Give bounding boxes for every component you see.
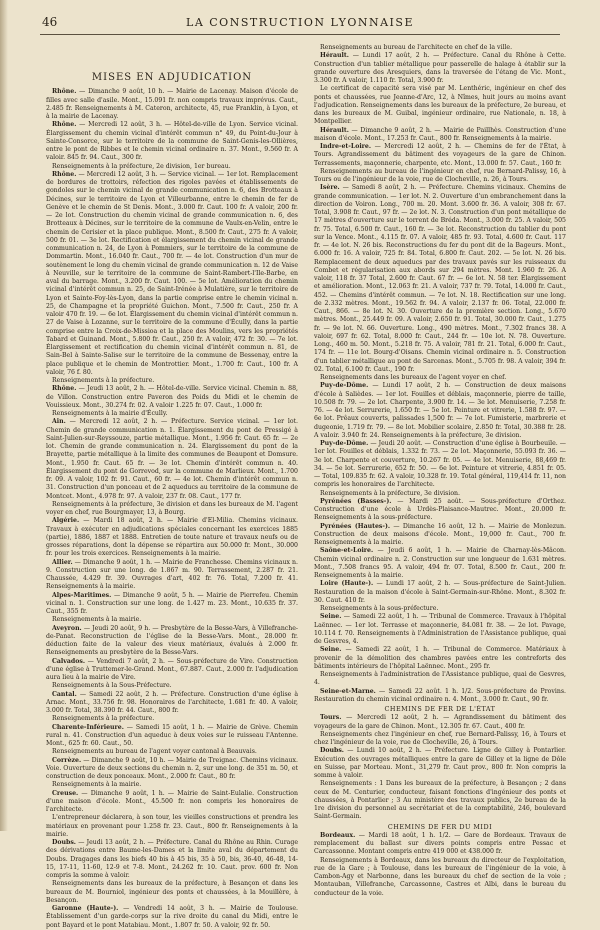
binding-edge-shadow: [0, 0, 8, 831]
entry-text: — Jeudi 6 août, 1 h. — Mairie de Charnay-lès-Mâcon. Chemin vicinal ordinaire n. 2. Construction sur une longueur de 1.631 mètres. Mont., 7.508 francs 95. A valoir, 494 fr. 07. Total, 8.500 fr. Caut., 200 fr. Renseignements à la mairie.: [314, 547, 567, 579]
adjudication-entry: [46, 501, 298, 518]
adjudication-entry: [46, 88, 298, 121]
entry-department: Aveyron.: [52, 624, 82, 632]
entry-text: Renseignements : 1 Dans les bureaux de la préfecture, à Besançon ; 2 dans ceux de M. Centurier, conducteur, faisant fonctions d'ingénieur des ponts et chaussées, à Pontarlier ; 3 Au ministère des travaux publics, 2e bureau de la 1re division du personnel au secrétariat et de la comptabilité, 246, boulevard Saint-Germain.: [314, 780, 566, 821]
adjudication-entry: [314, 127, 566, 144]
adjudication-entry: [46, 171, 298, 377]
entry-text: — Jeudi 20 août, 9 h. — Presbytère de la Besse-Vars, à Villefranche-de-Panat. Reconstruction de l'église de la Besse-Vars. Mont., 28.000 fr. déduction faite de la valeur des vieux matériaux, évalués à 2.000 fr. Renseignements au presbytère de la Besse-Vars.: [46, 624, 299, 657]
entry-department: Seine.: [320, 613, 342, 621]
adjudication-entry: [314, 85, 566, 126]
entry-text: — Lundi 17 août, 2 h. — Construction de deux maisons d'école à Salièdes. — 1er lot. Fouilles et déblais, maçonnerie, pierre de taille, 10.508 fr. 79. — 2e lot. Charpente, 3.900 fr. 14. — 3e lot. Menuiserie, 7.258 fr. 76. — 4e lot. Serrurerie, 1.650 fr. — 5e lot. Peinture et vitrerie, 1.588 fr. 97. — 6e lot. Prêaux couverts, palissades 1,500 fr. — 7e lot. Fumisterie, marbrerie et dugeonie, 1.719 fr. 79. — 8e lot. Mobilier scolaire, 2.850 fr. Total, 30.388 fr. 28. A valoir. 3.940 fr. 24. Renseignements à la préfecture, 3e division.: [314, 382, 567, 439]
entry-text: Renseignements au bureau de l'ingénieur en chef, rue Bernard-Palissy, 16, à Tours ou de l'ingénieur de la voie, rue de Clocheville, n. 26, à Tours.: [314, 167, 566, 183]
entry-department: Charente-Inférieure.: [52, 723, 124, 731]
adjudication-entry: [314, 44, 566, 52]
entry-department: Ain.: [52, 418, 66, 426]
entry-text: Renseignements à Bordeaux, dans les bureaux du directeur de l'exploitation, rue de la Gare ; à Toulouse, dans les bureaux de l'ingénieur de la voie, à Cambon-Agy et Narbonne, dans les bureaux du chef de section de la voie ; Montauban, Villefranche, Carcassonne, Castres et Albi, dans le bureau du conducteur de la voie.: [314, 856, 566, 897]
entry-text: — Samedi 15 août, 1 h. — Mairie de Grève. Chemin rural n. 41. Construction d'un aqueduc à deux voies sur le ruisseau l'Antenne. Mont., 625 fr. 60. Caut., 50.: [46, 723, 298, 747]
adjudication-entry: [314, 382, 566, 440]
adjudication-entry: [314, 440, 566, 490]
entry-text: — Mercredi 12 août, 3 h. — Service vicinal. — 1er lot. Remplacement de bordures de trottoirs, réfection des rigoles pavées et établissements de gondoles sur le chemin vicinal de grande communication n. 6, des Brotteaux à Décines, sur le territoire de Lyon et Villeurbanne, entre le chemin de fer de Genève et le chemin de St Denis. Mont., 3.000 fr. Caut. 100 fr. A valoir, 200 fr. — 2e lot. Construction du chemin vicinal de grande communication n. 6, des Brotteaux à Décines, sur le territoire de la commune de Vaulx-en-Velin, entre le chemin de Cerisier et la place publique. Mont., 8.500 fr. Caut., 275 fr. A valoir, 500 fr. 01. — 3e lot. Rectification et élargissement du chemin vicinal de grande communication n. 24, de Lyon à Pommiers, sur le territoire de la commune de Dommartin. Mont., 16.040 fr. Caut., 700 fr. — 4e lot. Construction d'un mur de soutènement le long du chemin vicinal de grande communication n. 12 de Vaise à Neuville, sur le territoire de la commune de Saint-Rambert-l'Ile-Barbe, en aval du barrage. Mont., 3.200 fr. Caut. 100. — 5e lot. Amélioration du chemin vicinal d'intérêt commun n. 25, de Saint-Irénée à Mulatière, sur le territoire de Lyon et Sainte-Foy-lès-Lyon, dans la partie comprise entre le chemin vicinal n. 25, de Champagne et la propriété Guichon. Mont., 7.500 fr. Caut., 250 fr. A valoir 470 fr. 19. — 6e lot. Élargissement du chemin vicinal d'intérêt commun n. 27 de Vaise à Lozanne, sur le territoire de la commune d'Écully, dans la partie comprise entre la Croix-de-Missioa et la place des Moulins, vers les propriétés Tabard et Guinand. Mont., 5.800 fr. Caut., 250 fr. A valoir, 472 fr. 30. — 7e lot. Élargissement et rectification du chemin vicinal d'intérêt commun n. 81, de Sain-Bel à Sainte-Salise sur le territoire de la commune de Bessenay, entre la place publique et le chemin de Montrottier. Mont., 1.700 fr. Caut., 100 fr. A valoir, 76 f. 80.: [46, 170, 299, 376]
entry-text: Renseignements au bureau de l'agent voyer cantonal à Beauvais.: [52, 748, 257, 756]
entry-department: Algérie.: [52, 517, 80, 525]
adjudication-entry: [46, 410, 298, 418]
right-column: [314, 44, 567, 897]
entry-text: Le certificat de capacité sera visé par M. Lenthéric, ingénieur en chef des ponts et chaussées, rue Jeanne-d'Arc, 12, à Nîmes, huit jours au moins avant l'adjudication. Renseignements dans les bureaux de la préfecture, 2e bureau, et dans les bureaux de M. Guibal, ingénieur ordinaire, rue Nationale, n. 18, à Montpellier.: [314, 85, 566, 126]
adjudication-entry: [314, 714, 566, 731]
entry-text: Renseignements à la Sous-Préfecture.: [52, 682, 172, 690]
entry-department: Puy-de-Dôme.: [320, 440, 369, 447]
entry-text: Renseignements à la mairie d'Écully.: [52, 410, 168, 417]
page-header: [40, 12, 560, 35]
entry-text: — Mercredi 12 août, 2 h. — Chemins de fer de l'État, à Tours. Agrandissement du bâtiment des voyageurs de la gare de Chinon. Terrassements, maçonnerie, charpente, etc. Mont., 13.000 fr. 57. Caut., 160 fr.: [314, 143, 566, 167]
entry-text: Renseignements à la préfecture.: [52, 715, 155, 723]
adjudication-entry: [314, 671, 566, 688]
entry-department: Loire (Haute-).: [320, 580, 374, 588]
entry-department: Doubs.: [52, 839, 76, 846]
entry-department: Garonne (Haute-).: [52, 905, 119, 912]
entry-text: — Dimanche 9 août, 1 h. — Mairie de Franchesse. Chemins vicinaux n. 9. Construction sur une long. de 1.867 m. 90. Terrassement, 2.287 fr. 21. Chaussée, 4.429 fr. 39. Ouvrages d'art, 402 fr. 76. Total, 7.200 fr. 41. Renseignements à la mairie.: [46, 558, 298, 591]
adjudication-entry: [314, 490, 566, 498]
adjudication-entry: [314, 857, 566, 898]
adjudication-entry: [46, 748, 298, 756]
adjudication-entry: [46, 790, 298, 815]
entry-text: — Samedi 8 août, 2 h. — Préfecture. Chemins vicinaux. Chemins de grande communication. — 1er lot. N. 2. Ouverture d'un embranchement dans la direction de Voiron. Long., 700 m. 20. Mont. 3.600 fr. 36. A valoir, 308 fr. 67. Total, 3.908 fr. Caut., 97 fr. — 2e lot. N. 3. Construction d'un pont métallique de 17 mètres d'ouverture sur le torrent de Bréda. Mont., 3.000 fr. 25. A valoir, 505 fr. 75. Total, 6.500 fr. Caut., 160 fr. — 3e lot. Reconstruction du tablier du pont sur la Vence. Mont., 4.115 fr. 07. A valoir, 485 fr. 93. Total, 4.600 fr. Caut. 117 fr. — 4e lot. N. 26 bis. Reconstructions du fer du pont dit de la Bageurs. Mont., 6.000 fr. 16. A valoir, 725 fr. 84. Total, 6.800 fr. Caut. 202. — 5e lot. N. 26 bis. Remplacement de deux aqueducs par des travaux pavés sur les ruisseaux du Combet et régularisation aux abords sur 294 mètres. Mont. 1.960 fr. 26. A valoir, 118 fr. 37 Total, 2.600 fr. Caut. 67 fr. — 6e lot. N. 58 ter. Élargissement et amélioration. Mont., 12.063 fr. 21. A valoir, 737 fr. 79. Total, 14.000 fr. Caut., 452. — Chemins d'intérêt commun. — 7e lot. N. 18. Rectification sur une long. de 2.332 mètres. Mont., 19.562 fr. 94. A valoir, 2.137 fr. 06. Total, 22.000 fr. Caut., 866. — 8e lot. N. 30. Ouverture de la première section. Long., 5.670 mètres. Mont., 25.449 fr. 09. A valoir, 2.650 fr. 91. Total, 30.000 fr. Caut., 1.275 fr. — 9e lot. N. 66. Ouverture. Long., 490 mètres. Mont., 7.302 francs 38. A valoir, 697 fr. 62. Total, 8.000 fr. Caut., 244 fr. — 10e lot. N. 78. Ouverture. Long., 460 m. 50. Mont., 5.218 fr. 75. A valoir, 781 fr. 21. Total, 6.000 fr. Caut., 174 fr. — 11e lot. Bourg-d'Oisans. Chemin vicinal ordinaire n. 5. Construction d'un tablier métallique au pont de Sarcenas. Mont., 5.705 fr. 98. A valoir, 394 fr. 02. Total, 6.100 fr. Caut., 190 fr.: [314, 184, 566, 373]
adjudication-entry: [314, 52, 566, 85]
adjudication-entry: [46, 880, 298, 905]
entry-department: Pyrénées (Basses-).: [320, 497, 392, 505]
adjudication-entry: [314, 747, 566, 780]
entry-text: — Dimanche 9 août, 5 h. — Mairie de Pierrefeu. Chemin vicinal n. 1. Construction sur une long. de 1.427 m. 23. Mont., 10.635 fr. 37. Caut., 355 fr.: [46, 591, 298, 615]
adjudication-entry: [46, 781, 298, 789]
adjudication-entry: [314, 688, 566, 705]
adjudication-entry: [46, 691, 298, 716]
entry-text: Renseignements dans les bureaux de l'agent voyer en chef.: [320, 374, 507, 381]
entry-text: Renseignements à la préfecture, 3e division.: [320, 489, 460, 497]
journal-title: LA CONSTRUCTION LYONNAISE: [186, 16, 414, 29]
entry-department: Isère.: [320, 184, 340, 192]
subsection-heading: CHEMINS DE FER DE L'ÉTAT: [384, 705, 496, 713]
adjudication-entry: [46, 682, 298, 690]
adjudication-entry: [46, 839, 298, 880]
entry-text: — Mercredi 12 août, 2 h. — Préfecture. Service vicinal. — 1er lot. Chemin de grande communication n. 1. Élargissement du pont de Pressigé à Saint-Julien-sur-Reyssouze, partie métallique. Mont., 1.956 fr. Caut. 65 fr. — 2e lot. Chemin de grande communication n. 24. Élargissement du pont de la Brayette, partie métallique à la limite des communes de Beaupont et Domsure. Mont., 1.950 fr. Caut. 65 fr. — 3e lot. Chemin d'intérêt commun n. 40. Élargissement du pont de Gorrevod, sur la commune de Marlieux. Mont., 1.700 fr. 09. A valoir, 102 fr. 91. Caut., 60 fr. — 4e lot. Chemin d'intérêt commun n. 31. Construction d'un ponceau et de 2 aqueducs au territoire de la commune de Montcet. Mont., 4.978 fr. 97. A valoir, 237 fr. 08. Caut., 177 fr.: [46, 418, 298, 500]
adjudication-entry: [46, 377, 298, 385]
adjudication-entry: [46, 418, 298, 501]
adjudication-entry: [314, 731, 566, 748]
entry-text: — Mercredi 12 août, 3 h. — Hôtel-de-ville de Lyon. Service vicinal. Élargissement du chemin vicinal d'intérêt commun n° 49, du Point-du-Jour à Sainte-Consorce, sur le territoire de la commune de Saint-Genis-les-Ollières, entre le pont de Ribbes et le chemin vicinal ordinaire n. 37. Mont., 9.560 fr. A valoir. 845 fr. 94. Caut., 300 fr.: [46, 121, 298, 162]
adjudication-entry: [46, 121, 298, 162]
entry-text: — Lundi 17 août, 2 h. — Préfecture. Canal du Rhône à Cette. Construction d'un tablier métallique pour passerelle de halage à établir sur la grande ouverture des Aresquiers, dans la traversée de l'étang de Vic. Mont., 3.300 fr. A valoir, 1.110 fr. Total, 3.900 fr.: [314, 52, 567, 84]
entry-department: Hérault.: [320, 52, 349, 60]
adjudication-entry: [314, 613, 566, 646]
entry-text: — Mercredi 12 août, 2 h. — Agrandissement du bâtiment des voyageurs de la gare de Chinon. Mont., 12.305 fr. 67. Caut., 400 fr.: [314, 714, 566, 730]
entry-text: Renseignements à la mairie.: [52, 781, 142, 789]
left-column: [46, 44, 299, 929]
adjudication-entry: [46, 559, 298, 592]
adjudication-entry: [46, 658, 298, 683]
entry-text: — Vendredi 7 août, 2 h. — Sous-préfecture de Vire. Construction d'une église à Truttemer-le-Grand. Mont., 67.887. Caut., 2.000 fr. l'adjudication aura lieu à la mairie de Vire.: [46, 657, 299, 681]
entry-department: Alpes-Maritimes.: [52, 591, 112, 599]
entry-text: — Jeudi 13 août, 2 h. — Préfecture. Canal du Rhône au Rhin. Curage des dérivations entre Baume-les-Dames et la limite aval du département du Doubs. Dragages dans les biefs 40 bis à 45 bis, 35 à 50, bis, 36-40, 46-48, 14-15, 17-11, 11-60, 12-9 et 7-8. Mont., 24.262 fr. 10. Caut. prov. 600 fr. Non compris la somme à valoir.: [46, 839, 298, 879]
entry-department: Indre-et-Loire.: [320, 143, 372, 150]
adjudication-entry: [46, 724, 298, 749]
entry-text: — Jeudi 20 août. — Construction d'une église à Bourbeuile. — 1er lot. Fouilles et déblais, 1.332 fr. 73. — 2e lot. Maçonnerie, 55.093 fr. 36. — 3e lot. Charpente et couverture, 10.267 fr. 05. — 4e lot. Menuiserie, 88,469 fr. 34. — 5e lot. Serrurerie, 652 fr. 50. — 6e lot. Peinture et vitrerie, 4.851 fr. 05. — Total, 109.835 fr. 62. A valoir, 10.328 fr. 19. Total général, 119,414 fr. 11, non compris les honoraires de l'architecte.: [314, 440, 566, 489]
entry-department: Bordeaux.: [320, 831, 356, 839]
adjudication-entry: [46, 163, 298, 171]
entry-department: Rhône.: [52, 170, 77, 178]
entry-text: L'entrepreneur déclarera, à son tour, les vieilles constructions et prendra les matériaux en provenant pour 1.258 fr. 23. Caut., 800 fr. Renseignements à la mairie.: [46, 814, 298, 838]
entry-text: — Mardi 25 août. — Sous-préfecture d'Orthez. Construction d'une école à Urdès-Plaisance-Mautrec. Mont., 20.000 fr. Renseignements à la sous-préfecture.: [314, 497, 566, 522]
subsection-heading: CHEMINS DE FER DU MIDI: [387, 822, 493, 831]
entry-text: — Dimanche 9 août, 10 h. — Mairie de Treignac. Chemins vicinaux. Voie. Ouverture de deux sections du chemin n. 2, sur une long. de 351 m. 50, et construction de deux ponceaux. Mont., 2.000 fr. Caut., 80 fr.: [46, 756, 298, 780]
adjudication-entry: [46, 592, 298, 617]
entry-department: Rhône.: [52, 385, 77, 393]
adjudication-entry: [46, 757, 298, 782]
adjudication-entry: [314, 547, 566, 580]
entry-text: — Lundi 10 août, 2 h. — Préfecture. Ligne de Gilley à Pontarlier. Exécution des ouvrages métalliques entre la gare de Gilley et la ligne de Dôle en Suisse, par Morteau. Mont., 31,279 fr. Caut prov., 800 fr. Non compris la somme à valoir.: [314, 747, 567, 779]
entry-department: Saône-et-Loire.: [320, 547, 374, 555]
adjudication-entry: [46, 715, 298, 723]
entry-department: Allier.: [52, 558, 73, 566]
entry-text: — Dimanche 16 août, 12 h. — Mairie de Monlezun. Construction de deux maisons d'école. Mont., 19,000 fr. Caut., 700 fr. Renseignements à la mairie.: [314, 522, 566, 546]
entry-department: Rhône.: [52, 121, 77, 129]
entry-text: Renseignements à l'administration de l'Assistance publique, quai de Gesvres, 4.: [314, 671, 566, 687]
entry-text: Renseignements à la préfecture, 3e division et dans les bureaux de M. l'agent voyer en chef, rue Bourgmayer, 13, à Bourg.: [46, 500, 298, 516]
entry-department: Seine.: [320, 646, 342, 654]
entry-text: Renseignements à la sous-préfecture.: [320, 605, 439, 612]
entry-text: — Dimanche 9 août, 2 h. — Mairie de Paillhès. Construction d'une maison d'école. Mont., 17.253 fr. Caut., 800 fr. Renseignements à la mairie.: [314, 126, 566, 142]
adjudication-entry: [46, 385, 298, 410]
entry-department: Pyrénées (Hautes-).: [320, 522, 391, 530]
entry-text: Renseignements au bureau de l'architecte en chef de la ville.: [320, 44, 513, 51]
adjudication-entry: [314, 605, 566, 613]
entry-text: — Dimanche 9 août, 1 h. — Mairie de Saint-Eulalie. Construction d'une maison d'école. Mont., 45.500 fr. non compris les honoraires de l'architecte.: [46, 789, 298, 813]
section-title: MISES EN ADJUDICATION: [91, 72, 253, 83]
entry-department: Puy-de-Dôme.: [320, 382, 369, 390]
adjudication-entry: [314, 832, 566, 857]
entry-text: — Samedi 22 août, 1 h. — Tribunal de Commerce. Matériaux à provenir de la démolition des chambres pavées entre les contreforts des bâtiments intérieurs de l'hôpital Laënnec. Mont., 295 fr.: [314, 646, 566, 670]
entry-department: Cantal.: [52, 690, 77, 698]
entry-department: Rhône.: [52, 88, 77, 96]
entry-text: — Lundi 17 août, 2 h. — Sous-préfecture de Saint-Julien. Restauration de la maison d'école à Saint-Germain-sur-Rhône. Mont., 8.302 fr. 30. Caut. 410 fr.: [314, 580, 567, 604]
adjudication-entry: [314, 498, 566, 523]
adjudication-entry: [46, 905, 298, 930]
entry-department: Calvados.: [52, 657, 85, 665]
entry-text: — Vendredi 14 août, 3 h. — Mairie de Toulouse. Établissement d'un garde-corps sur la rive droite du canal du Midi, entre le pont Bayard et le pont Matabiau. Mont., 1.807 fr. 50. A valoir, 92 fr. 50.: [46, 905, 299, 929]
entry-department: Seine-et-Marne.: [320, 687, 376, 695]
entry-text: Renseignements à la préfecture, 2e division, 1er bureau.: [52, 162, 231, 170]
entry-text: Renseignements à la mairie.: [52, 616, 142, 624]
adjudication-entry: [46, 814, 298, 839]
adjudication-entry: [314, 184, 566, 374]
adjudication-entry: [314, 580, 566, 605]
entry-department: Hérault.: [320, 126, 349, 134]
entry-department: Creuse.: [52, 789, 79, 797]
entry-text: Renseignements à la préfecture.: [52, 377, 155, 384]
entry-text: Renseignements chez l'ingénieur en chef, rue Bernard-Palissy, 16, à Tours et chez l'ingénieur de la voie, rue de Clocheville, 26, à Tours.: [314, 730, 566, 746]
entry-text: — Dimanche 9 août, 10 h. — Mairie de Lacenay. Maison d'école de filles avec salle d'asile. Mont., 15.091 fr. non compris travaux imprévus. Caut., 2.485 fr. Renseignements à M. Cateron, architecte, 45, rue Franklin, à Lyon, et à la mairie de Lacenay.: [46, 88, 298, 120]
page-number: 46: [42, 15, 58, 29]
adjudication-entry: [46, 517, 298, 558]
adjudication-entry: [46, 625, 298, 658]
entry-text: — Mardi 18 août, 1 h. 1/2. — Gare de Bordeaux. Travaux de remplacement du ballast sur divers points compris entre Pessac et Carcassonne. Montant compris entre 419 000 et 438.000 fr.: [314, 831, 566, 856]
adjudication-entry: [314, 143, 566, 168]
entry-text: — Samedi 22 août, 2 h. — Préfecture. Construction d'une église à Arnac. Mont., 33.756 fr. 98. Honoraires de l'architecte, 1.681 fr. 40. A valoir, 3.000 fr. Total, 38.390 fr. 44. Caut., 800 fr.: [46, 690, 299, 714]
entry-text: Renseignements dans les bureaux de la préfecture, à Besançon et dans les bureaux de M. Bourniol, ingénieur des ponts et chaussées, à la Mouillère, à Besançon.: [46, 880, 298, 904]
entry-text: — Samedi 22 août, 1 h. — Tribunal de Commerce. Travaux à l'hôpital Laënnec. — 1er lot. Terrasse et maçonnerie, 84.081 fr. 38. — 2e lot. Pavage, 10.114 f. 70. Renseignements à l'Administration de l'Assistance publique, quai de Gesvres, 4.: [314, 613, 566, 645]
entry-department: Corrèze.: [52, 756, 82, 764]
adjudication-entry: [314, 523, 566, 548]
adjudication-entry: [314, 374, 566, 382]
adjudication-entry: [314, 168, 566, 185]
entry-department: Doubs.: [320, 747, 344, 755]
adjudication-entry: [46, 616, 298, 624]
entry-department: Tours.: [320, 714, 342, 722]
adjudication-entry: [314, 780, 566, 821]
adjudication-entry: [314, 646, 566, 671]
entry-text: — Mardi 18 août, 2 h. — Mairie d'El-Milia. Chemins vicinaux. Travaux à exécuter en adjudications spéciales concernant les exercices 1885 (partie), 1886, 1887 et 1888. Entretien de toute nature et travaux neufs ou de grosses réparations, dont la dépense se répartira aux 50.000 fr. Mont., 30.000 fr. pour les trois exercices. Renseignements à la mairie.: [46, 517, 299, 558]
entry-text: — Samedi 22 août. 1 h. 1/2. Sous-préfecture de Provins. Restauration du chemin vicinal ordinaire n. 4. Mont., 3.000 fr. Caut., 90 fr.: [314, 687, 567, 703]
entry-text: — Jeudi 13 août, 2 h. — Hôtel-de-ville. Service vicinal. Chemin n. 88, de Villon. Construction entre Paveron des Poids du Midi et le chemin de Vouissieux. Mont., 30.274 fr. 02. A valoir 1.225 fr. 07. Caut., 1.000 fr.: [46, 385, 299, 409]
